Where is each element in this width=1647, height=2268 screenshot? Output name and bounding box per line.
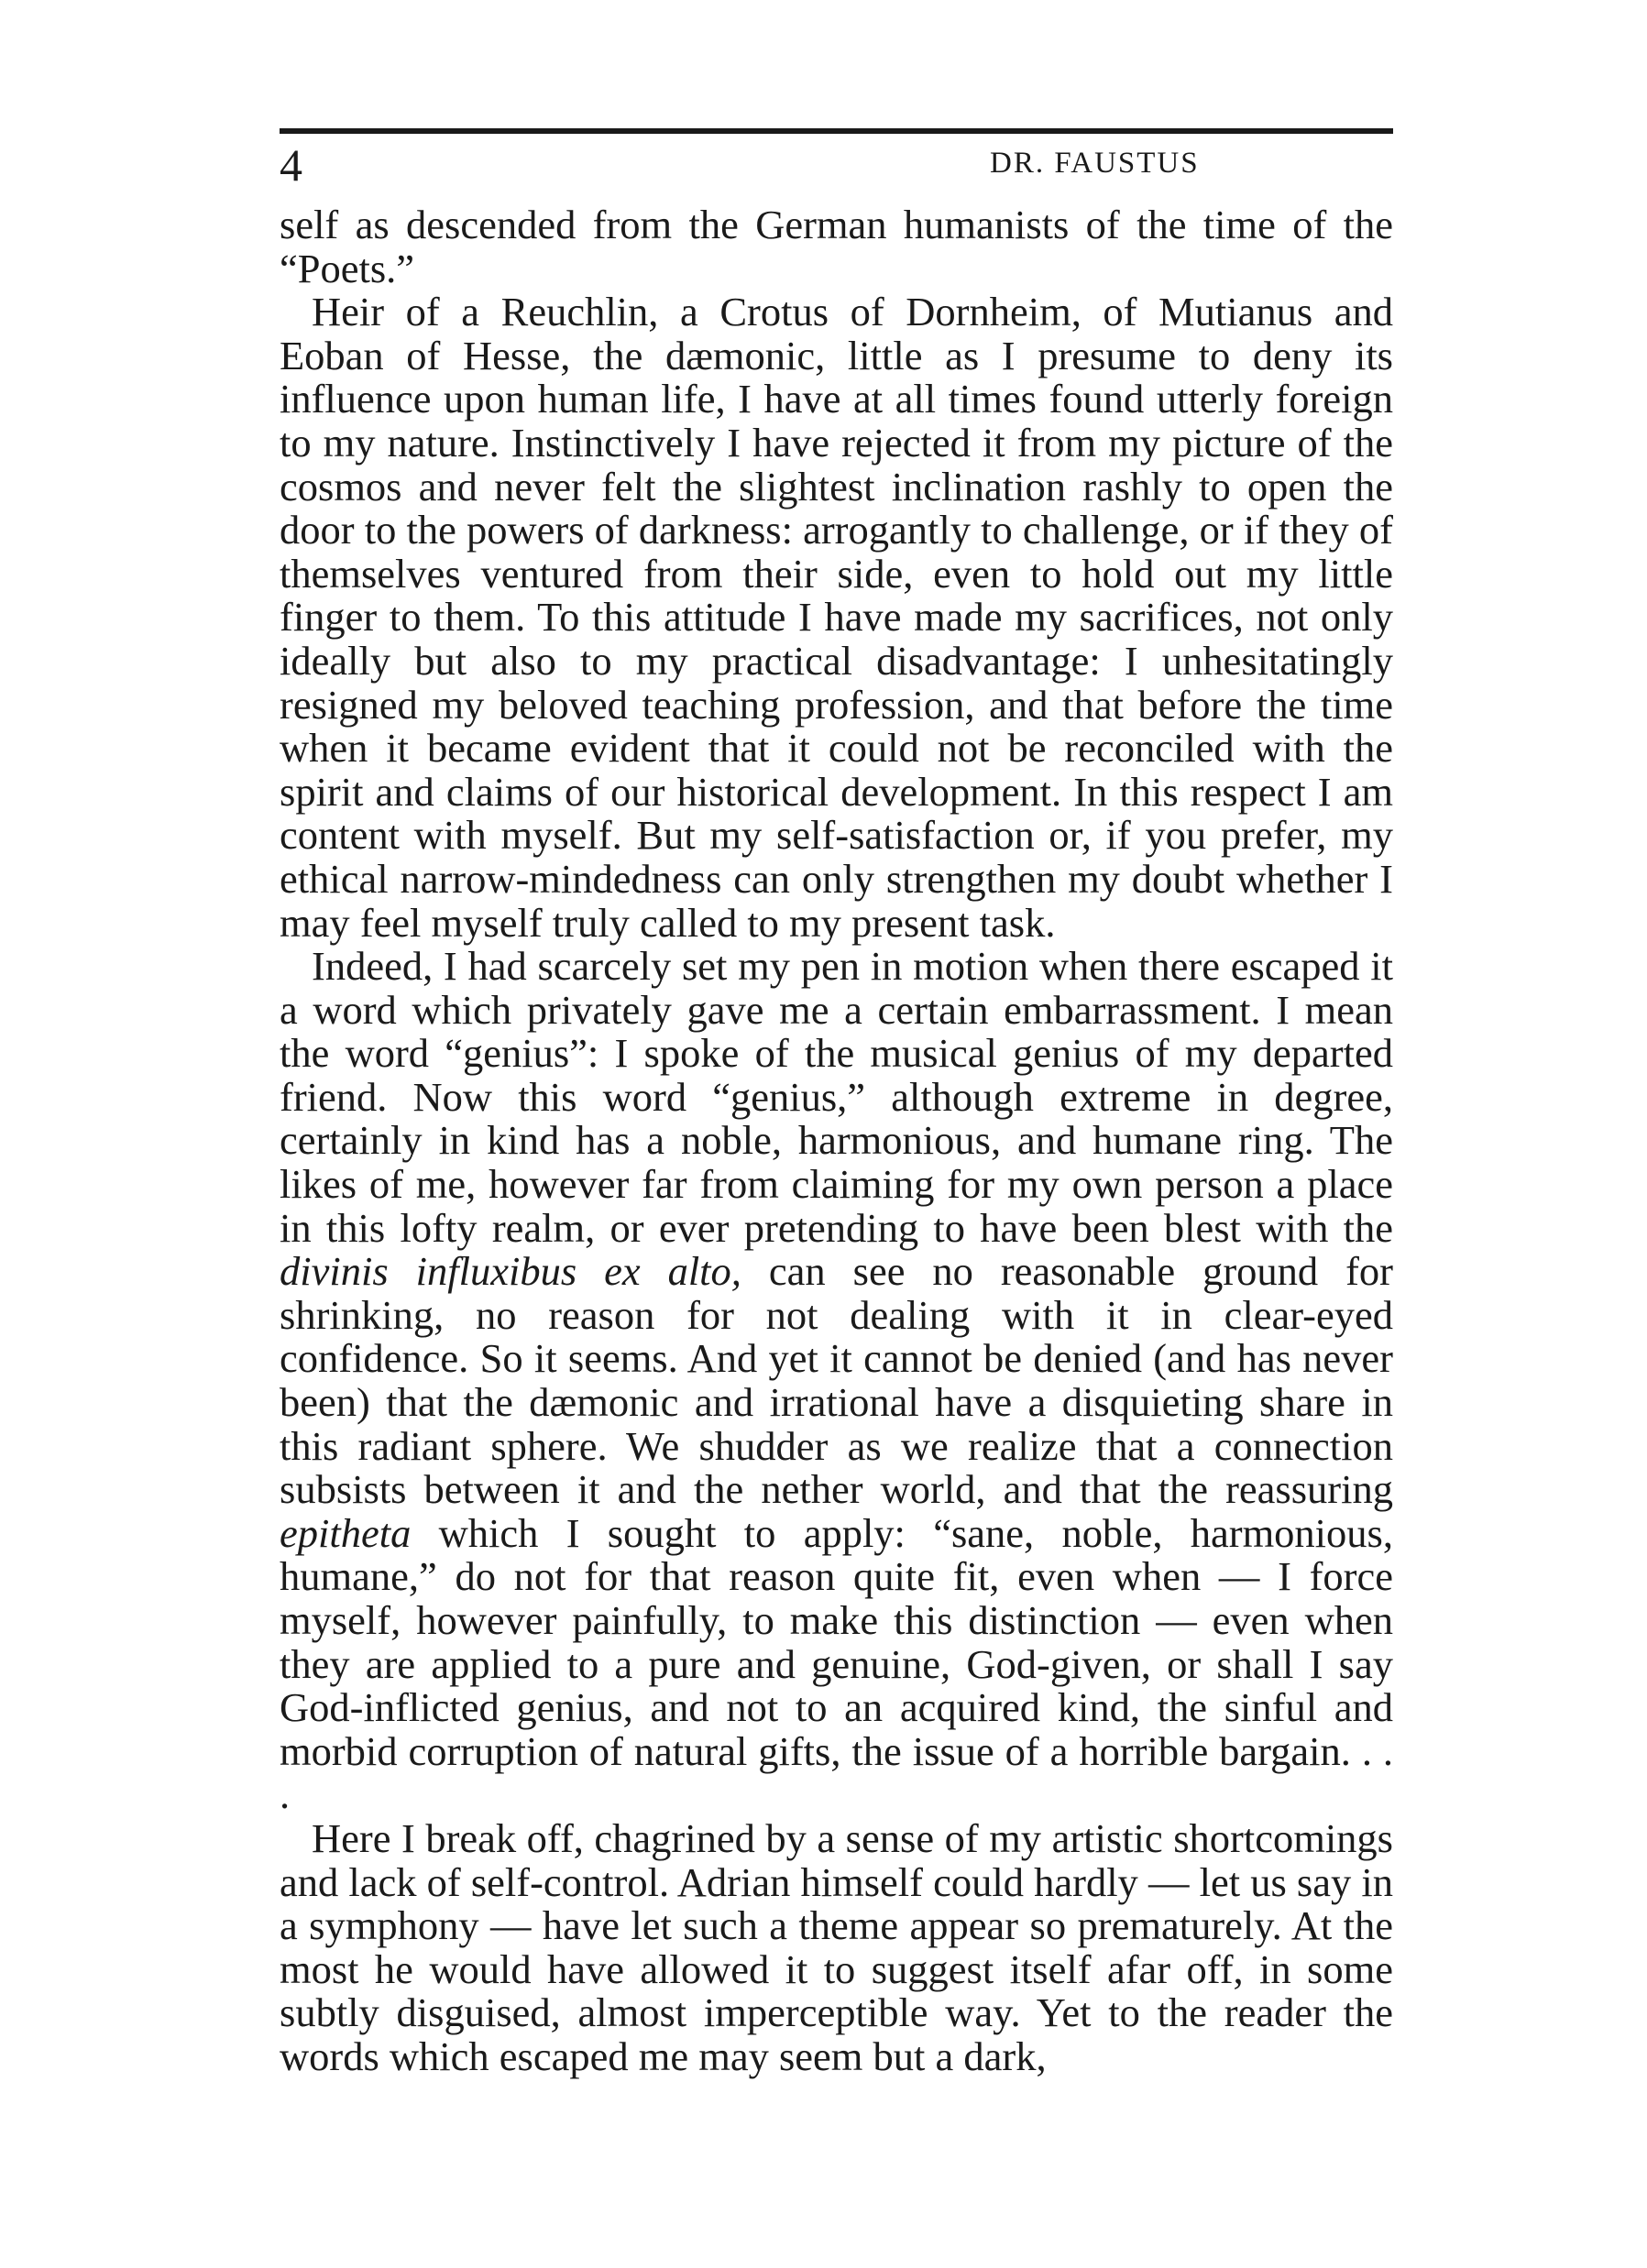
paragraph-genius — [280, 945, 1393, 1817]
paragraph-heir-of-reuchlin: Heir of a Reuchlin, a Crotus of Dornheim, of Mutianus and Eoban of Hesse, the dæmonic, little as I presume to deny its influence upon human life, I have at all times found utterly foreign to my nature. Instinctively I have rejected it from my picture of the cosmos and never felt the slightest inclination rashly to open the door to the powers of darkness: arrogantly to challenge, or if they of themselves ventured from their side, even to hold out my little finger to them. To this attitude I have made my sacrifices, not only ideally but also to my practical disadvantage: I unhesitatingly resigned my beloved teaching profession, and that before the time when it became evident that it could not be reconciled with the spirit and claims of our historical development. In this respect I am content with myself. But my self-satisfaction or, if you prefer, my ethical narrow-mindedness can only strengthen my doubt whether I may feel myself truly called to my present task. — [280, 289, 1393, 946]
italic-phrase-divinis: divinis influxibus ex alto, — [280, 1248, 741, 1295]
text-run: can see no reasonable ground for shrinking, no reason for not dealing with it in clear-eyed confidence. So it seems. And yet it cannot be denied (and has never been) that the dæmonic and irrational have a disquieting share in this radiant sphere. We shudder as we realize that a connection subsists between it and the nether world, and that the reassuring — [280, 1248, 1393, 1513]
paragraph-break-off: Here I break off, chagrined by a sense of my artistic shortcomings and lack of self-control. Adrian himself could hardly — let us say in a symphony — have let such a theme appear so prematurely. At the most he would have allowed it to suggest itself afar off, in some subtly disguised, almost imperceptible way. Yet to the reader the words which escaped me may seem but a dark, — [280, 1814, 1393, 2079]
text-run: Indeed, I had scarcely set my pen in motion when there escaped it a word which privately gave me a certain embarrassment. I mean the word “genius”: I spoke of the musical genius of my departed friend. Now this word “genius,” although extreme in degree, certainly in kind has a noble, harmonious, and humane ring. The likes of me, however far from claiming for my own person a place in this lofty realm, or ever pretending to have been blest with the — [280, 943, 1393, 1251]
page-number: 4 — [280, 139, 302, 191]
text-run: which I sought to apply: “sane, noble, harmonious, humane,” do not for that reason quite fit, even when — I force myself, however painfully, to make this distinction — even when they are applied to a pure and genuine, God-given, or shall I say God-inflicted genius, and not to an acquired kind, the sinful and morbid corruption of natural gifts, the issue of a horrible bargain. . . . — [280, 1509, 1393, 1818]
italic-word-epitheta: epitheta — [280, 1509, 412, 1556]
running-head: DR. FAUSTUS — [990, 147, 1200, 180]
header-rule — [280, 128, 1393, 134]
body-text — [280, 203, 1393, 2079]
paragraph-continued: self as descended from the German humanists of the time of the “Poets.” — [280, 202, 1393, 291]
